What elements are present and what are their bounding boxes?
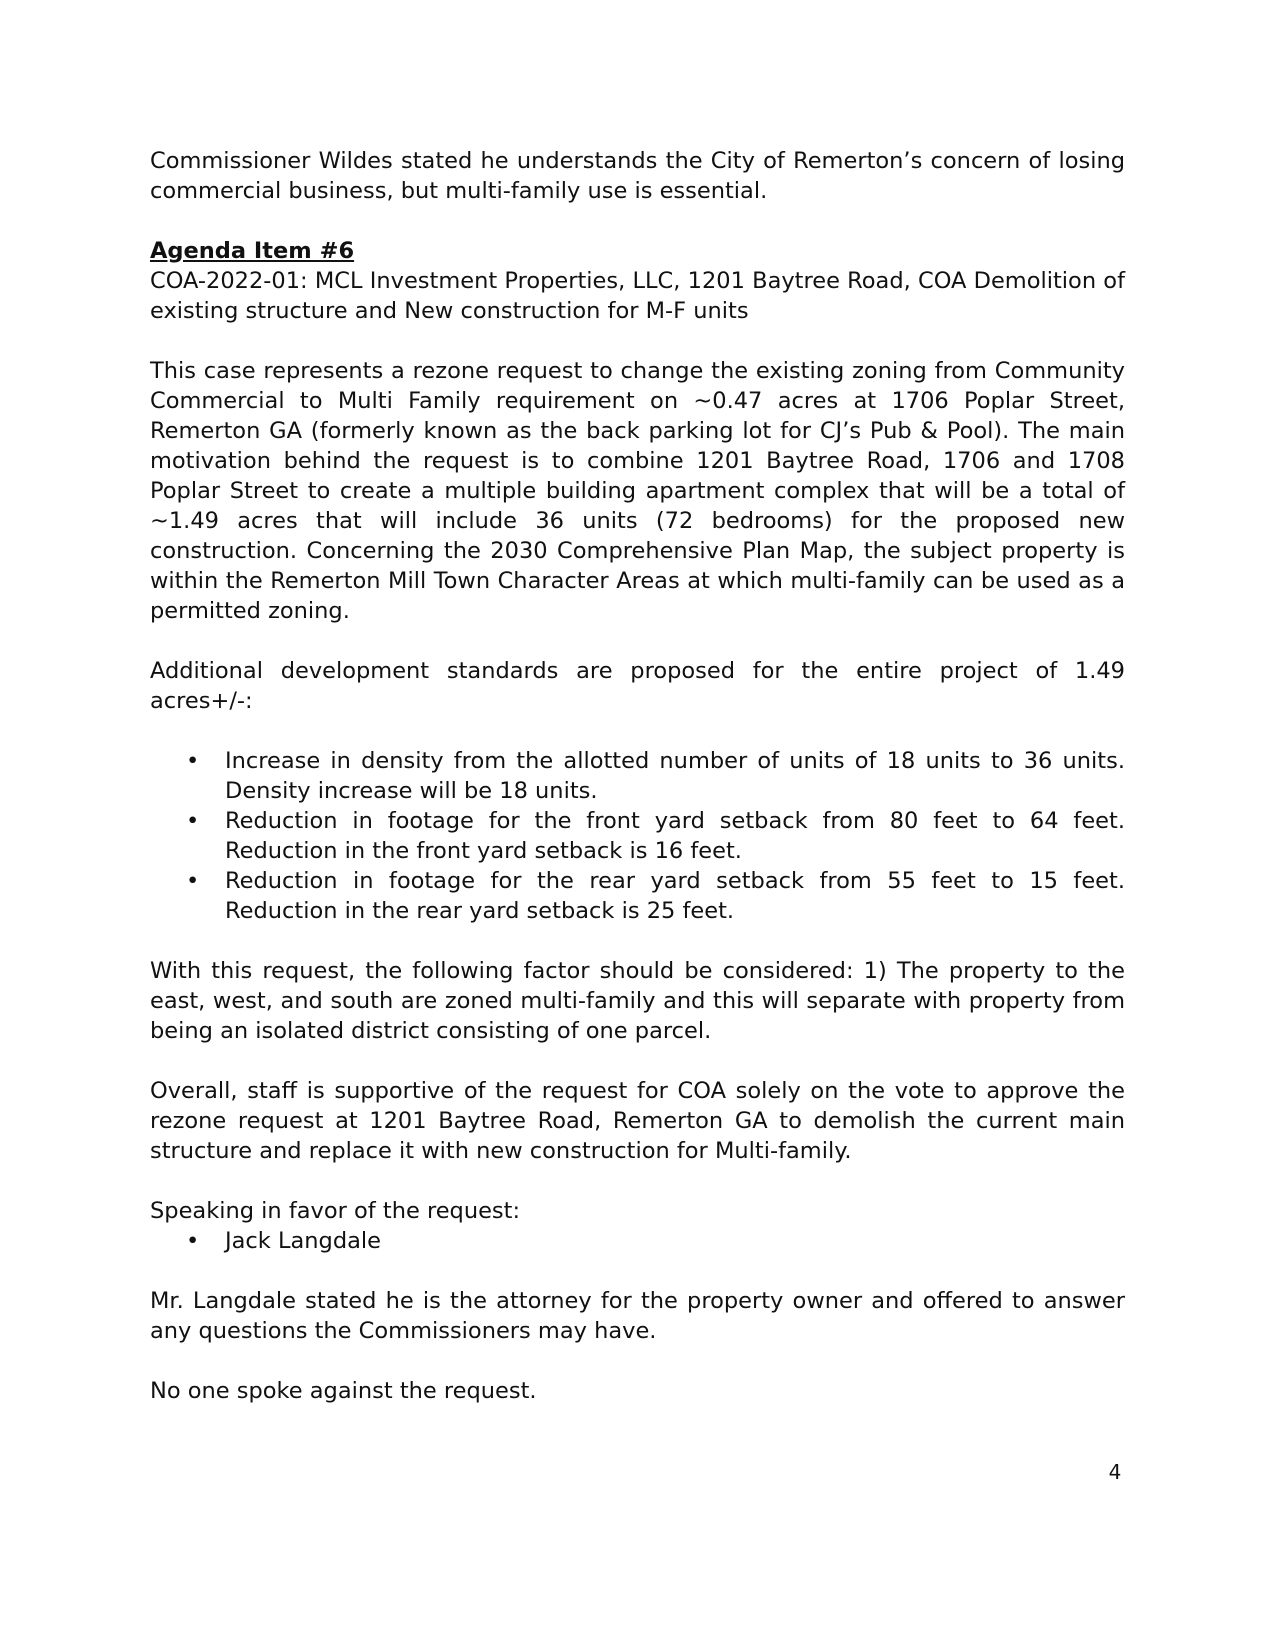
standards-list bbox=[150, 746, 1125, 926]
paragraph-langdale: Mr. Langdale stated he is the attorney for the property owner and offered to answer any questions the Commissioners may have. bbox=[150, 1288, 1125, 1344]
paragraph-factor: With this request, the following factor should be considered: 1) The property to the east, west, and south are zoned multi-family and this will separate with property from being an isolated district consisting of one parcel. bbox=[150, 958, 1125, 1044]
list-item: • Increase in density from the allotted number of units of 18 units to 36 units. Density increase will be 18 units. bbox=[150, 746, 1125, 806]
document-page bbox=[150, 146, 1125, 1406]
list-item: • Reduction in footage for the rear yard setback from 55 feet to 15 feet. Reduction in the rear yard setback is 25 feet. bbox=[150, 866, 1125, 926]
list-item: • Jack Langdale bbox=[150, 1226, 1125, 1256]
paragraph-standards-intro: Additional development standards are proposed for the entire project of 1.49 acres+/-: bbox=[150, 658, 1125, 714]
case-title: COA-2022-01: MCL Investment Properties, LLC, 1201 Baytree Road, COA Demolition of existing structure and New construction for M-F units bbox=[150, 268, 1125, 324]
paragraph-speaking-favor: Speaking in favor of the request: bbox=[150, 1198, 521, 1224]
speakers-list bbox=[150, 1226, 1125, 1256]
paragraph-case-description: This case represents a rezone request to change the existing zoning from Community Commercial to Multi Family requirement on ~0.47 acres at 1706 Poplar Street, Remerton GA (formerly known as the back parking lot for CJ’s Pub & Pool). The main motivation behind the request is to combine 1201 Baytree Road, 1706 and 1708 Poplar Street to create a multiple building apartment complex that will be a total of ~1.49 acres that will include 36 units (72 bedrooms) for the proposed new construction. Concerning the 2030 Comprehensive Plan Map, the subject property is within the Remerton Mill Town Character Areas at which multi-family can be used as a permitted zoning. bbox=[150, 358, 1125, 624]
agenda-item-heading: Agenda Item #6 bbox=[150, 238, 355, 264]
page-number: 4 bbox=[1108, 1460, 1122, 1484]
paragraph-wildes: Commissioner Wildes stated he understands the City of Remerton’s concern of losing commercial business, but multi-family use is essential. bbox=[150, 148, 1125, 204]
paragraph-against: No one spoke against the request. bbox=[150, 1378, 537, 1404]
paragraph-overall: Overall, staff is supportive of the request for COA solely on the vote to approve the rezone request at 1201 Baytree Road, Remerton GA to demolish the current main structure and replace it with new construction for Multi-family. bbox=[150, 1078, 1125, 1164]
list-item: • Reduction in footage for the front yard setback from 80 feet to 64 feet. Reduction in the front yard setback is 16 feet. bbox=[150, 806, 1125, 866]
